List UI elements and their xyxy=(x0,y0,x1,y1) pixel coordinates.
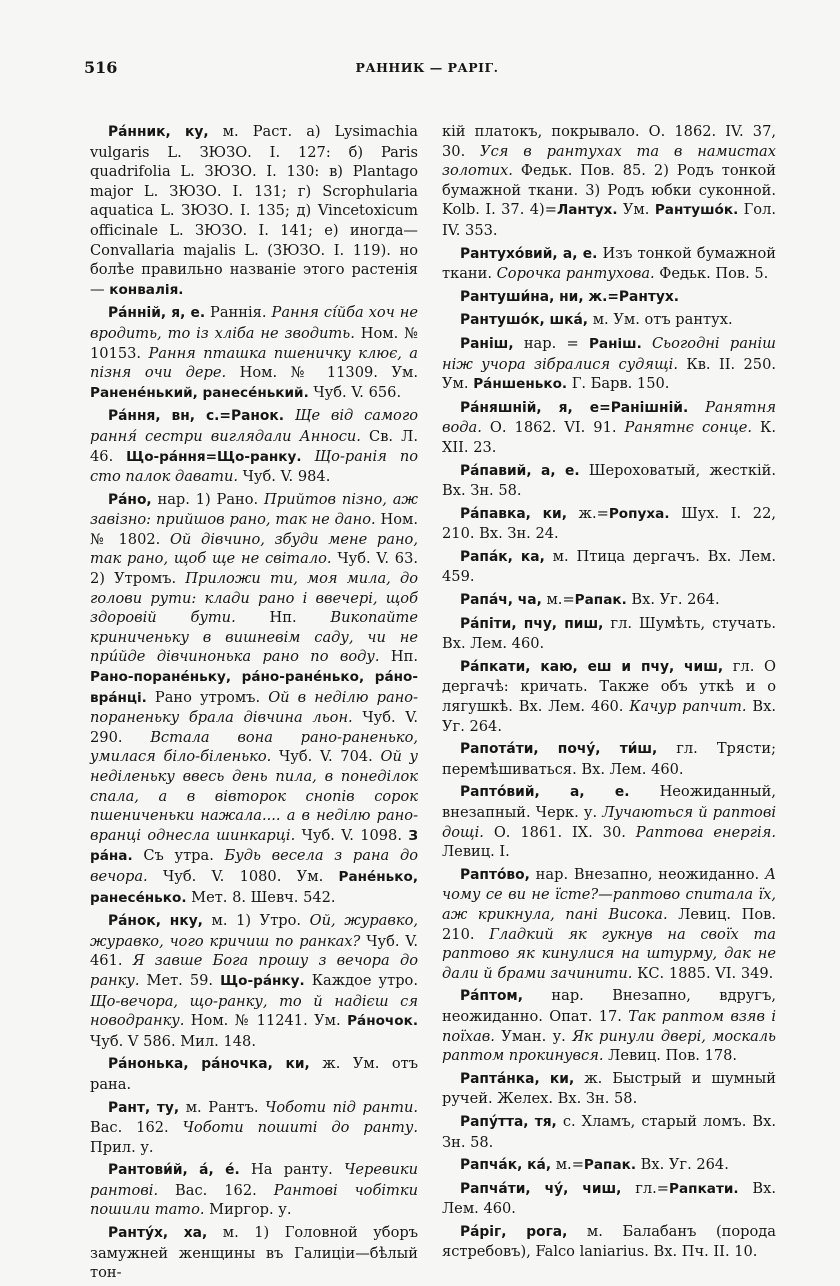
dictionary-entry xyxy=(442,1112,776,1152)
entry-text: гл. Трясти; перемѣшиваться. Вх. Лем. 460. xyxy=(442,740,776,778)
dictionary-entry xyxy=(90,303,418,403)
entry-headword: Ра́павка, ки, xyxy=(460,505,567,522)
dictionary-entry xyxy=(442,547,776,587)
entry-text: На ранту. xyxy=(239,1161,345,1179)
entry-bold-form: Ране́нько, ранесе́нько. xyxy=(90,868,418,906)
entry-text: Св. Л. 46. xyxy=(90,427,418,465)
dictionary-entry xyxy=(90,1098,418,1158)
entry-text: Вас. 162. xyxy=(158,1181,274,1199)
dictionary-entry xyxy=(442,398,776,458)
dictionary-entry xyxy=(442,287,776,308)
entry-text: м. Рантъ. xyxy=(179,1098,266,1116)
dictionary-entry xyxy=(442,614,776,654)
entry-example: Як ринули двері, москаль раптом прокинувся. xyxy=(442,1027,777,1065)
entry-headword: Ра́птом, xyxy=(460,988,523,1005)
entry-text: с. Хламъ, старый ломъ. Вх. Зн. 58. xyxy=(442,1112,776,1151)
entry-example: Качур рапчит. xyxy=(629,698,747,716)
entry-example: Я завше Бога прошу з вечора до ранку. xyxy=(90,952,418,989)
entry-bold-form: Рапак. xyxy=(583,1157,637,1174)
entry-bold-form: Рано-поране́ньку, ра́но-ране́нько, ра́но-вра́нці. xyxy=(90,669,418,706)
entry-headword: Рапта́нка, ки, xyxy=(460,1070,575,1087)
entry-bold-form: Рапкати. xyxy=(669,1180,739,1197)
dictionary-entry xyxy=(90,1160,418,1220)
entry-headword: Ра́нній, я, е. xyxy=(108,305,206,322)
entry-bold-form: конвалія. xyxy=(109,281,184,298)
entry-text: Чуб. V. 704. xyxy=(271,748,381,766)
entry-example: Рання пташка пшеничку клює, а пізня очи дере. xyxy=(90,344,419,382)
entry-text: Миргор. у. xyxy=(204,1201,292,1219)
entry-text: Ном. № 1802. xyxy=(90,511,418,548)
entry-example: Ранятнє сонце. xyxy=(624,419,753,437)
entry-headword: Рапча́ти, чу́, чиш, xyxy=(460,1180,622,1197)
entry-text: Мет. 59. xyxy=(139,971,221,989)
entry-text: Чуб. V. 1080. Ум. xyxy=(147,867,339,885)
entry-text: м. 1) Утро. xyxy=(202,912,310,930)
entry-example: Ще від самого рання́ сестри виглядали Анноси. xyxy=(90,407,419,445)
entry-example: Черевики рантові. xyxy=(90,1161,418,1199)
entry-text: Вх. Уг. 264. xyxy=(442,698,777,735)
entry-headword: Рапу́тта, тя, xyxy=(460,1113,557,1130)
entry-text: О. 1861. IX. 30. xyxy=(483,823,636,841)
entry-text: нар. Внезапно, вдругъ, неожиданно. Опат. 17. xyxy=(442,987,776,1025)
entry-text: Чуб. V. 290. xyxy=(90,709,418,746)
entry-example: Чоботи пошиті до ранту. xyxy=(182,1119,418,1137)
dictionary-entry xyxy=(442,1179,776,1219)
entry-text: К. XII. 23. xyxy=(442,419,776,456)
entry-example: Встала вона рано-раненько, умилася біло-біленько. xyxy=(90,728,418,766)
entry-text: Вас. 162. xyxy=(90,1119,183,1137)
entry-text: КС. 1885. VI. 349. xyxy=(632,964,774,982)
entry-headword: Рапа́к, ка, xyxy=(460,548,545,565)
entry-text: Чуб. V. 1098. xyxy=(295,826,409,844)
entry-text: Левиц. Пов. 210. xyxy=(442,905,776,943)
entry-text xyxy=(688,399,705,416)
entry-example: Ранятня вода. xyxy=(442,398,776,437)
entry-example: Ой у неділеньку ввесь день пила, в понеділок спала, а в вівторок снопів сорок пшениченьки нажала.... а в неділю рано-вранці однесла шинкарці. xyxy=(90,748,419,844)
entry-text: Вх. Уг. 264. xyxy=(626,591,720,609)
dictionary-entry xyxy=(442,590,776,611)
entry-text: Шух. I. 22, 210. Вх. Зн. 24. xyxy=(442,504,776,543)
entry-text xyxy=(642,335,652,352)
entry-text: Изъ тонкой бумажной ткани. xyxy=(442,244,777,283)
entry-bold-form: З ра́на. xyxy=(90,827,418,865)
dictionary-entry xyxy=(90,490,418,908)
right-column xyxy=(442,122,776,1265)
entry-example: Уся в рантухах та в намистах золотих. xyxy=(442,142,776,180)
entry-text: гл. О дергачѣ: кричать. Также объ уткѣ и о лягушкѣ. Вх. Лем. 460. xyxy=(442,657,776,716)
entry-text: Кв. II. 250. Ум. xyxy=(442,355,776,393)
entry-text: Шероховатый, жесткій. Вх. Зн. 58. xyxy=(442,461,776,500)
entry-bold-form: Рантушо́к. xyxy=(654,202,739,219)
entry-example: Лучаються й раптові дощі. xyxy=(442,804,777,841)
entry-text: м. 1) Головной уборъ замужней женщины въ Галиціи—бѣлый тон- xyxy=(90,1224,418,1282)
entry-text: О. 1862. VI. 91. xyxy=(481,419,625,437)
entry-headword: Ра́пкати, каю, еш и пчу, чиш, xyxy=(460,658,724,675)
entry-text: Ум. xyxy=(617,201,655,219)
entry-text: Гол. IV. 353. xyxy=(442,201,777,239)
entry-text: нар. = xyxy=(513,334,589,352)
entry-headword: Ра́павий, а, е. xyxy=(460,462,580,479)
entry-text: Рано утромъ. xyxy=(146,688,269,706)
entry-headword: Ра́няшній, я, е=Ранішній. xyxy=(460,399,689,416)
entry-example: Викопайте криниченьку в вишневім саду, чи не при́йде дівчинонька рано по воду. xyxy=(90,609,418,666)
entry-bold-form: Ропуха. xyxy=(608,505,670,522)
dictionary-entry xyxy=(442,334,776,395)
entry-bold-form: Лантух. xyxy=(556,202,618,219)
entry-text: Каждое утро. xyxy=(304,971,418,989)
dictionary-entry xyxy=(90,406,418,486)
dictionary-entry xyxy=(442,657,776,736)
entry-example: Будь весела з рана до вечора. xyxy=(90,847,418,885)
entry-headword: Рапота́ти, почу́, ти́ш, xyxy=(460,741,658,758)
entry-text: Нп. xyxy=(379,648,418,666)
entry-example: Сорочка рантухова. xyxy=(496,265,655,283)
entry-example: Гладкий як гукнув на своїх та раптово як кинулися на штурму, дак не дали й брами зачинити. xyxy=(442,925,776,982)
entry-headword: Ра́но, xyxy=(108,491,152,508)
entry-text: Неожиданный, внезапный. Черк. у. xyxy=(442,783,776,821)
entry-text: гл. Шумѣть, стучать. Вх. Лем. 460. xyxy=(442,614,776,653)
entry-example: Сьогодні раніш ніж учора зібралися судящі. xyxy=(442,334,776,373)
entry-headword: Рапча́к, ка́, xyxy=(460,1157,552,1174)
entry-text: Ном. № 10153. xyxy=(90,324,418,362)
entry-headword: Ра́нонька, ра́ночка, ки, xyxy=(108,1056,310,1073)
entry-bold-form: Що-ра́ння=Що-ранку. xyxy=(126,448,302,465)
dictionary-entry xyxy=(442,504,776,544)
entry-bold-form: Ра́ншенько. xyxy=(473,376,568,393)
entry-example: Раптова енергія. xyxy=(635,823,776,841)
entry-text: м.= xyxy=(551,1156,584,1174)
entry-example: Рантові чобітки пошили тато. xyxy=(90,1181,418,1219)
entry-example: Чоботи під ранти. xyxy=(265,1098,419,1116)
entry-text: м. Балабанъ (порода ястребовъ), Falco laniarius. Вх. Пч. II. 10. xyxy=(442,1222,776,1261)
entry-example: Приложи ти, моя мила, до голови рути: клади рано і ввечері, щоб здоровій бути. xyxy=(90,570,418,627)
dictionary-entry xyxy=(442,782,776,861)
dictionary-entry xyxy=(442,122,776,241)
entry-text: ж. Ум. отъ рана. xyxy=(90,1055,418,1093)
entry-text: м.= xyxy=(541,591,575,609)
entry-headword: Рантушо́к, шка́, xyxy=(460,312,589,329)
entry-text: Нп. xyxy=(235,609,331,627)
page-header xyxy=(84,58,770,84)
dictionary-entry xyxy=(442,1222,776,1262)
entry-text: Чуб. V. 63. 2) Утромъ. xyxy=(90,550,418,588)
entry-headword: Ра́ння, вн, с.=Ранок. xyxy=(108,408,285,425)
entry-bold-form: Раніш. xyxy=(588,335,642,352)
entry-bold-form: Ра́ночок. xyxy=(347,1013,418,1030)
dictionary-entry xyxy=(90,1223,418,1283)
entry-text xyxy=(284,407,295,424)
entry-headword: Рапа́ч, ча, xyxy=(460,592,542,609)
entry-example: Рання сі́йба хоч не вродить, то із хліба не зводить. xyxy=(90,304,418,342)
dictionary-entry xyxy=(442,310,776,331)
entry-example: Ой дівчино, збуди мене рано, так рано, щоб ще не світало. xyxy=(90,530,418,568)
entry-text: нар. Внезапно, неожиданно. xyxy=(529,865,765,883)
entry-text: Вх. Уг. 264. xyxy=(636,1156,729,1174)
entry-text: нар. 1) Рано. xyxy=(151,490,265,508)
dictionary-entry xyxy=(90,911,418,1051)
running-head: РАННИК — РАРІГ. xyxy=(355,60,499,75)
entry-headword: Рантуши́на, ни, ж.=Рантух. xyxy=(460,288,680,305)
entry-text: Прил. у. xyxy=(90,1138,154,1156)
entry-example: Що-вечора, що-ранку, то й надієш ся новодранку. xyxy=(90,992,418,1030)
entry-text: кій платокъ, покрывало. О. 1862. IV. 37, 30. xyxy=(442,123,776,160)
entry-text: Уман. у. xyxy=(494,1027,573,1045)
entry-text: Федьк. Пов. 85. 2) Родъ тонкой бумажной ткани. 3) Родъ юбки суконной. Kolb. I. 37. 4)= xyxy=(442,162,776,219)
entry-headword: Ра́ріг, рога, xyxy=(460,1223,568,1240)
entry-text: Чуб. V. 656. xyxy=(308,383,402,401)
entry-text: Ном. № 11309. Ум. xyxy=(226,364,418,382)
entry-headword: Ра́піти, пчу, пиш, xyxy=(460,615,604,632)
entry-text: Левиц. I. xyxy=(442,843,510,861)
entry-text xyxy=(302,448,315,465)
entry-example: А чому се ви не їсте?—раптово спитала їх, аж крикнула, пані Висока. xyxy=(442,865,776,923)
entry-text: ж.= xyxy=(566,504,609,522)
entry-bold-form: Рапак. xyxy=(574,592,627,609)
entry-text: Ном. № 11241. Ум. xyxy=(184,1012,348,1030)
entry-example: Ой, журавко, журавко, чого кричиш по ранках? xyxy=(90,912,418,950)
entry-text: м. Раст. а) Lysimachia vulgaris L. ЗЮЗО. I. 127: б) Paris quadrifolia L. ЗЮЗО. I. 130: в) Plantago major L. ЗЮЗО. I. 131; г) Scrophularia aquatica L. ЗЮЗО. I. 135; д) Vincetoxicum officinale L. ЗЮЗО. I. 141; е) иногда— Convallaria majalis L. (ЗЮЗО. I. 119). но болѣе правильно названіе этого растенія— xyxy=(90,123,418,298)
dictionary-entry xyxy=(442,244,776,284)
left-column xyxy=(90,122,418,1286)
entry-headword: Рантови́й, а́, е́. xyxy=(108,1162,240,1179)
entry-text: м. Ум. отъ рантух. xyxy=(588,311,733,329)
dictionary-entry xyxy=(442,986,776,1065)
entry-headword: Ра́нок, нку, xyxy=(108,913,203,930)
entry-text: ж. Быстрый и шумный ручей. Желех. Вх. Зн. 58. xyxy=(442,1069,776,1108)
entry-headword: Рапто́вий, а, е. xyxy=(460,784,630,801)
entry-bold-form: Ранене́нький, ранесе́нький. xyxy=(90,384,309,401)
entry-text: Раннія. xyxy=(205,304,272,322)
entry-example: Прийтов пізно, аж завізно: прийшов рано, так не дано. xyxy=(90,490,418,529)
dictionary-entry xyxy=(442,865,776,984)
entry-example: Так раптом взяв і поїхав. xyxy=(442,1007,776,1045)
dictionary-entry xyxy=(442,461,776,501)
entry-headword: Ранту́х, ха, xyxy=(108,1225,208,1242)
dictionary-entry xyxy=(442,1155,776,1176)
entry-bold-form: Що-ра́нку. xyxy=(220,972,305,989)
entry-text: Чуб. V 586. Мил. 148. xyxy=(90,1032,256,1050)
entry-text: Чуб. V. 984. xyxy=(238,468,331,486)
entry-example: Ой в неділю рано-пораненьку брала дівчина льон. xyxy=(90,688,418,727)
entry-text: Федьк. Пов. 5. xyxy=(654,265,769,283)
entry-text: Г. Барв. 150. xyxy=(567,375,670,393)
entry-text: Левиц. Пов. 178. xyxy=(603,1047,738,1065)
entry-text: гл.= xyxy=(621,1179,670,1197)
dictionary-entry xyxy=(442,1069,776,1109)
dictionary-entry xyxy=(90,122,418,300)
entry-headword: Рапто́во, xyxy=(460,866,530,883)
entry-headword: Раніш, xyxy=(460,335,514,352)
entry-text: м. Птица дергачъ. Вх. Лем. 459. xyxy=(442,547,776,586)
dictionary-entry xyxy=(442,739,776,779)
entry-example: Що-ранія по сто палок давати. xyxy=(90,447,418,486)
entry-headword: Ра́нник, ку, xyxy=(108,124,209,140)
entry-text: Съ утра. xyxy=(132,847,225,865)
page-number: 516 xyxy=(84,58,118,77)
entry-headword: Рант, ту, xyxy=(108,1099,180,1116)
entry-text: Вх. Лем. 460. xyxy=(442,1179,776,1218)
entry-text: Чуб. V. 461. xyxy=(90,932,418,970)
entry-headword: Рантухо́вий, а, е. xyxy=(460,245,598,262)
dictionary-entry xyxy=(90,1054,418,1094)
entry-text: Мет. 8. Шевч. 542. xyxy=(186,888,336,906)
